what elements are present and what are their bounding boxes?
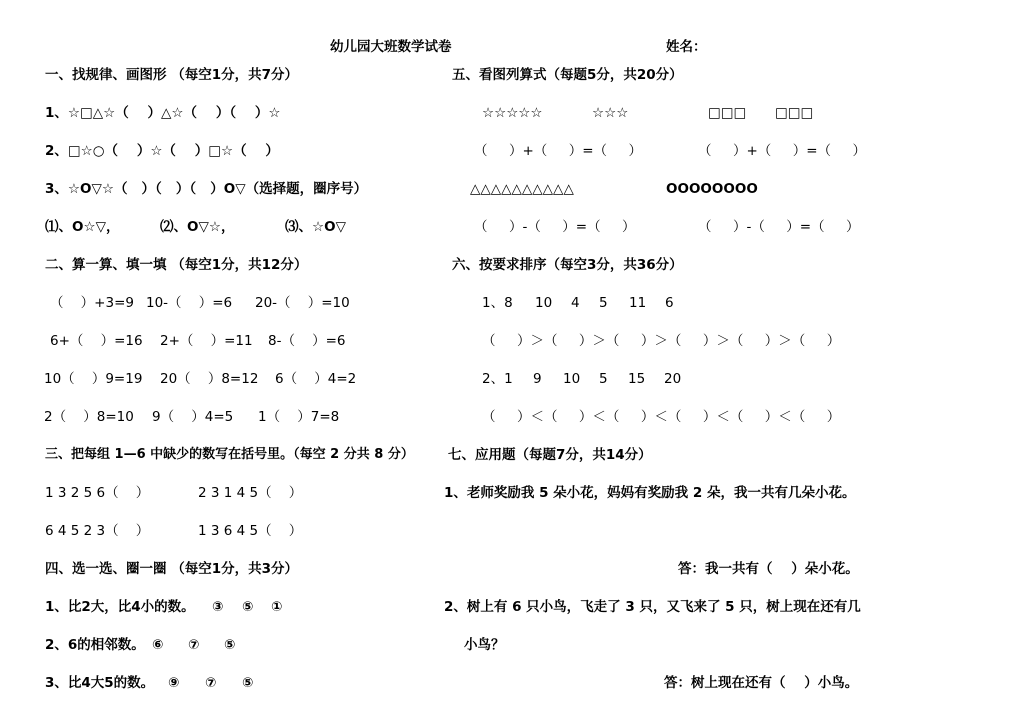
order-descending: （ ）＞（ ）＞（ ）＞（ ）＞（ ）＞（ ） (482, 333, 841, 349)
section-1-q3: 3、☆O▽☆（ ）（ ）（ ）O▽（选择题，圈序号） (45, 181, 368, 197)
subtraction-equation-2: （ ）-（ ）=（ ） (698, 219, 860, 235)
triangles-group: △△△△△△△△△△ (470, 181, 574, 197)
choice-option: ⑤ (224, 637, 236, 653)
choice-option: ③ (212, 599, 224, 615)
section-1-option-3: ⑶、☆O▽ (285, 219, 346, 235)
sort-number: 1、8 (482, 295, 513, 311)
choice-option: ⑤ (242, 599, 254, 615)
section-1-option-2: ⑵、O▽☆， (160, 219, 235, 235)
choice-option: ① (271, 599, 283, 615)
section-1-option-1: ⑴、O☆▽， (45, 219, 120, 235)
addition-equation-1: （ ）+（ ）=（ ） (474, 143, 642, 159)
sequence-cell: 1 3 6 4 5（ ） (198, 523, 303, 539)
choice-question-1: 1、比2大，比4小的数。 (45, 599, 195, 615)
calc-cell: 20-（ ）=10 (255, 295, 350, 311)
addition-equation-2: （ ）+（ ）=（ ） (698, 143, 866, 159)
choice-option: ⑨ (168, 675, 180, 691)
circles-group: OOOOOOOO (666, 181, 758, 197)
section-1-q2: 2、□☆○（ ）☆（ ）□☆（ ） (45, 143, 279, 159)
answer-1: 答：我一共有（ ）朵小花。 (678, 561, 859, 577)
calc-cell: 10（ ）9=19 (44, 371, 143, 387)
name-label: 姓名： (666, 39, 707, 55)
stars-group-5: ☆☆☆☆☆ (482, 105, 543, 121)
sequence-cell: 2 3 1 4 5（ ） (198, 485, 303, 501)
calc-cell: 9（ ）4=5 (152, 409, 234, 425)
sort-number: 2、1 (482, 371, 513, 387)
calc-cell: 10-（ ）=6 (146, 295, 233, 311)
sort-number: 4 (571, 295, 580, 311)
sort-number: 6 (665, 295, 674, 311)
choice-question-2: 2、6的相邻数。 (45, 637, 145, 653)
word-problem-2-line-1: 2、树上有 6 只小鸟，飞走了 3 只，又飞来了 5 只，树上现在还有几 (444, 599, 861, 615)
section-7-heading: 七、应用题（每题7分，共14分） (448, 447, 652, 463)
choice-option: ⑦ (188, 637, 200, 653)
choice-option: ⑦ (205, 675, 217, 691)
stars-group-3: ☆☆☆ (592, 105, 629, 121)
calc-cell: 2+（ ）=11 (160, 333, 253, 349)
section-2-heading: 二、算一算、填一填 （每空1分，共12分） (45, 257, 308, 273)
calc-cell: 8-（ ）=6 (268, 333, 346, 349)
sort-number: 20 (664, 371, 682, 387)
subtraction-equation-1: （ ）-（ ）=（ ） (474, 219, 636, 235)
page-title: 幼儿园大班数学试卷 (330, 39, 452, 55)
section-1-q1: 1、☆□△☆（ ）△☆（ ）（ ）☆ (45, 105, 281, 121)
sort-number: 5 (599, 371, 608, 387)
word-problem-2-line-2: 小鸟？ (464, 637, 505, 653)
calc-cell: （ ）+3=9 (50, 295, 134, 311)
sequence-cell: 1 3 2 5 6（ ） (45, 485, 150, 501)
sort-number: 15 (628, 371, 646, 387)
order-ascending: （ ）＜（ ）＜（ ）＜（ ）＜（ ）＜（ ） (482, 409, 841, 425)
sort-number: 9 (533, 371, 542, 387)
section-5-heading: 五、看图列算式（每题5分，共20分） (452, 67, 683, 83)
calc-cell: 2（ ）8=10 (44, 409, 134, 425)
calc-cell: 20（ ）8=12 (160, 371, 259, 387)
boxes-group-2: □□□ (775, 105, 814, 121)
choice-option: ⑥ (152, 637, 164, 653)
answer-2: 答：树上现在还有（ ）小鸟。 (664, 675, 859, 691)
sort-number: 10 (563, 371, 581, 387)
choice-option: ⑤ (242, 675, 254, 691)
boxes-group-1: □□□ (708, 105, 747, 121)
sort-number: 11 (629, 295, 647, 311)
sort-number: 10 (535, 295, 553, 311)
choice-question-3: 3、比4大5的数。 (45, 675, 155, 691)
calc-cell: 6（ ）4=2 (275, 371, 357, 387)
section-4-heading: 四、选一选、圈一圈 （每空1分，共3分） (45, 561, 298, 577)
word-problem-1: 1、老师奖励我 5 朵小花，妈妈有奖励我 2 朵，我一共有几朵小花。 (444, 485, 856, 501)
sequence-cell: 6 4 5 2 3（ ） (45, 523, 150, 539)
calc-cell: 6+（ ）=16 (50, 333, 143, 349)
sort-number: 5 (599, 295, 608, 311)
calc-cell: 1（ ）7=8 (258, 409, 340, 425)
section-1-heading: 一、找规律、画图形 （每空1分，共7分） (45, 67, 298, 83)
section-6-heading: 六、按要求排序（每空3分，共36分） (452, 257, 683, 273)
section-3-heading: 三、把每组 1—6 中缺少的数写在括号里。（每空 2 分共 8 分） (45, 447, 414, 462)
